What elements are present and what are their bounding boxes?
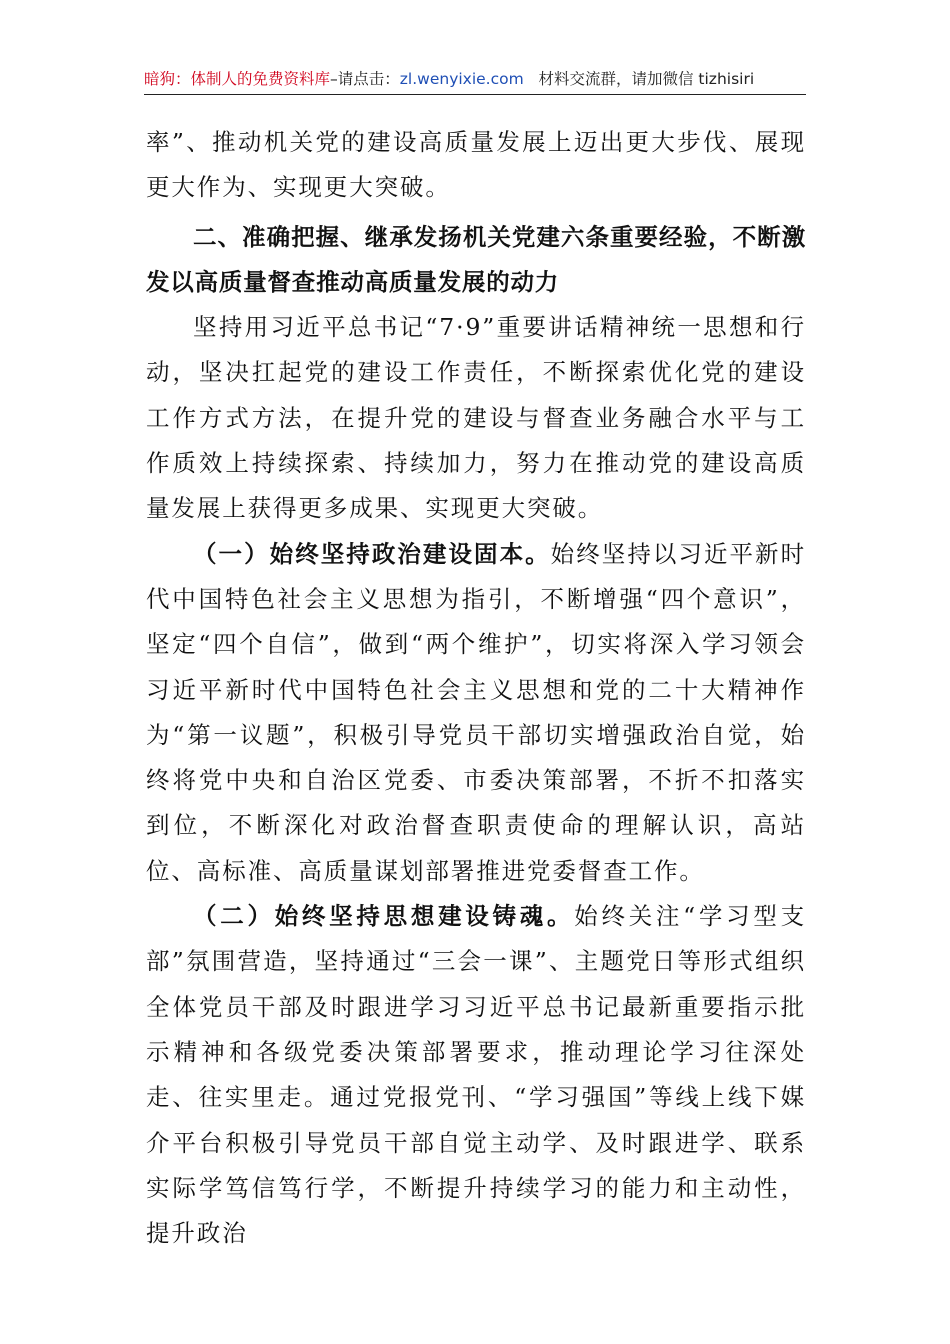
- document-body: [146, 120, 806, 1256]
- page-header: [144, 66, 806, 95]
- subsection-lead-1: （一）始终坚持政治建设固本。: [193, 539, 551, 568]
- section-heading: 二、准确把握、继承发扬机关党建六条重要经验，不断激发以高质量督查推动高质量发展的动力: [146, 222, 806, 296]
- header-click-prefix: –请点击：: [330, 70, 400, 88]
- subsection-body-1: 始终坚持以习近平新时代中国特色社会主义思想为指引，不断增强“四个意识”，坚定“四个自信”，做到“两个维护”，切实将深入学习领会习近平新时代中国特色社会主义思想和党的二十大精神作为“第一议题”，积极引导党员干部切实增强政治自觉，始终将党中央和自治区党委、市委决策部署，不折不扣落实到位，不断深化对政治督查职责使命的理解认识，高站位、高标准、高质量谋划部署推进党委督查工作。: [146, 539, 806, 885]
- paragraph-continued: 率”、推动机关党的建设高质量发展上迈出更大步伐、展现更大作为、实现更大突破。: [146, 128, 806, 202]
- subsection-lead-2: （二）始终坚持思想建设铸魂。: [193, 902, 575, 931]
- subsection-body-2: 始终关注“学习型支部”氛围营造，坚持通过“三会一课”、主题党日等形式组织全体党员干部及时跟进学习习近平总书记最新重要指示批示精神和各级党委决策部署要求，推动理论学习往深处走、往实里走。通过党报党刊、“学习强国”等线上线下媒介平台积极引导党员干部自觉主动学、及时跟进学、联系实际学笃信笃行学，不断提升持续学习的能力和主动性，提升政治: [146, 902, 806, 1248]
- header-contact: 材料交流群，请加微信 tizhisiri: [538, 70, 755, 88]
- paragraph-intro: 坚持用习近平总书记“7·9”重要讲话精神统一思想和行动，坚决扛起党的建设工作责任，不断探索优化党的建设工作方式方法，在提升党的建设与督查业务融合水平与工作质效上持续探索、持续加力，努力在推动党的建设高质量发展上获得更多成果、实现更大突破。: [146, 313, 806, 523]
- header-url-link[interactable]: zl.wenyixie.com: [399, 70, 524, 88]
- header-brand: 暗狗：体制人的免费资料库: [144, 70, 331, 88]
- paragraph-political-building: [146, 532, 806, 894]
- paragraph-ideological-building: [146, 894, 806, 1256]
